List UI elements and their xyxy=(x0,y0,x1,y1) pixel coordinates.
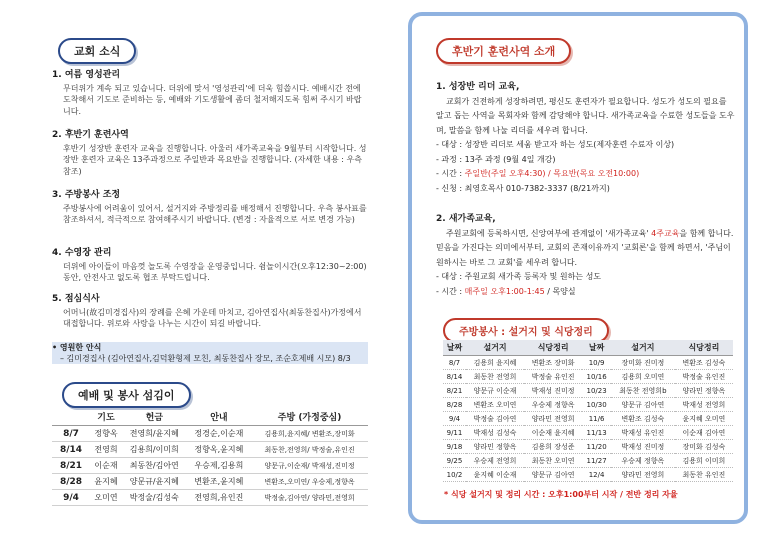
duty-names: 이순재 윤지혜 xyxy=(524,426,582,440)
duty-names: 변환조 김성숙 xyxy=(675,356,733,370)
duty-names: 김용희 오미연 xyxy=(611,370,675,384)
roster-pray: 전영희 xyxy=(90,442,122,458)
duty-names: 김용희 이미희 xyxy=(675,454,733,468)
roster-offer: 박정술/김성숙 xyxy=(122,490,187,506)
news-item-3 xyxy=(52,190,368,226)
roster-pray: 오미연 xyxy=(90,490,122,506)
table-row xyxy=(52,474,368,490)
news-item-title: 2. 후반기 훈련사역 xyxy=(52,130,129,140)
section-target: - 대상 : 성장반 리더로 세움 받고자 하는 성도(제자훈련 수료자 이상) xyxy=(436,140,675,149)
duty-names: 장미화 김성숙 xyxy=(675,440,733,454)
roster-kitchen: 변환조,오미연/ 우승제,정향옥 xyxy=(251,474,368,490)
news-section-title: 교회 소식 xyxy=(58,38,136,64)
duty-date: 10/9 xyxy=(582,356,611,370)
duty-names: 양라민 전영희 xyxy=(524,412,582,426)
memorial-title: • 영원한 안식 xyxy=(52,342,368,353)
news-item-1 xyxy=(52,70,368,117)
body-part: 주원교회에 등록하시면, 신앙여부에 관계없이 '새가족교육' xyxy=(446,228,652,238)
duty-date: 9/11 xyxy=(443,426,466,440)
section-title: 2. 새가족교육, xyxy=(436,214,496,224)
section-time xyxy=(436,285,736,300)
roster-pray: 윤지혜 xyxy=(90,474,122,490)
duty-names: 박재성 유인진 xyxy=(611,426,675,440)
news-item-title: 4. 수영장 관리 xyxy=(52,248,112,258)
duty-names: 박재성 진미정 xyxy=(611,440,675,454)
kitchen-duty-table xyxy=(443,340,733,482)
news-item-5 xyxy=(52,294,368,330)
news-item-body: 어머니(故김미경집사)의 장례를 은혜 가운데 마치고, 김아연집사(최동찬집사)가정에서 대접합니다. 위로와 사랑을 나누는 시간이 되길 바랍니다. xyxy=(63,307,362,328)
column-header: 설거지 xyxy=(611,340,675,356)
duty-date: 8/21 xyxy=(443,384,466,398)
duty-date: 9/4 xyxy=(443,412,466,426)
news-item-title: 1. 여름 영성관리 xyxy=(52,70,121,80)
duty-date: 8/7 xyxy=(443,356,466,370)
roster-guide: 전영희,유인진 xyxy=(187,490,252,506)
news-item-2 xyxy=(52,130,368,177)
time-value: 주일반(주일 오후4:30) / 목요반(목요 오전10:00) xyxy=(464,169,640,178)
news-item-body: 주방봉사에 어려움이 있어서, 설거지와 주방정리를 배정해서 진행합니다. 우측 봉사표를 참조하셔서, 적극적으로 참여해주시기 바랍니다. (변경 : 자율적으로 서로 변경 가능) xyxy=(63,203,367,224)
roster-date: 8/21 xyxy=(52,458,90,474)
time-tail: / 목양실 xyxy=(544,286,576,296)
duty-date: 8/14 xyxy=(443,370,466,384)
duty-names: 양문규 김아연 xyxy=(524,468,582,482)
column-header: 안내 xyxy=(187,408,252,426)
duty-date: 11/20 xyxy=(582,440,611,454)
roster-offer: 최동찬/김아연 xyxy=(122,458,187,474)
table-row xyxy=(443,426,733,440)
training-panel-title: 후반기 훈련사역 소개 xyxy=(436,38,571,64)
duty-names: 최동찬 오미연 xyxy=(524,454,582,468)
duty-date: 12/4 xyxy=(582,468,611,482)
duty-names: 김용희 장성준 xyxy=(524,440,582,454)
column-header: 날짜 xyxy=(582,340,611,356)
section-body xyxy=(436,227,736,271)
roster-kitchen: 양문규,이순재/ 박재성,진미정 xyxy=(251,458,368,474)
table-row xyxy=(52,442,368,458)
duty-date: 9/25 xyxy=(443,454,466,468)
duty-names: 박정술 김아연 xyxy=(466,412,524,426)
roster-kitchen: 최동찬,전영희/ 박정술,유인진 xyxy=(251,442,368,458)
column-header: 식당정리 xyxy=(524,340,582,356)
duty-names: 양라민 전영희 xyxy=(611,468,675,482)
roster-date: 8/28 xyxy=(52,474,90,490)
kitchen-duty-title: 주방봉사 : 설거지 및 식당정리 xyxy=(443,318,609,343)
section-time xyxy=(436,167,736,182)
duty-names: 우승제 전영희 xyxy=(466,454,524,468)
duty-date: 10/30 xyxy=(582,398,611,412)
column-header: 날짜 xyxy=(443,340,466,356)
duty-names: 양문규 김아연 xyxy=(611,398,675,412)
duty-date: 11/6 xyxy=(582,412,611,426)
roster-kitchen: 김용희,윤지혜/ 변환조,장미화 xyxy=(251,426,368,442)
roster-section-title: 예배 및 봉사 섬김이 xyxy=(62,382,191,408)
news-item-body: 후반기 성장반 훈련자 교육을 진행합니다. 아울러 새가족교육을 9월부터 시작합니다. 성장반 훈련자 교육은 13주과정으로 주일반과 목요반을 진행합니다. (자세한 내용 : 우측 참조) xyxy=(63,143,367,176)
duty-names: 박정술 유인진 xyxy=(675,370,733,384)
roster-offer: 양문규/윤지혜 xyxy=(122,474,187,490)
duty-names: 이순재 김아연 xyxy=(675,426,733,440)
table-row xyxy=(443,454,733,468)
duty-names: 박재성 김성숙 xyxy=(466,426,524,440)
roster-kitchen: 박정술,김아연/ 양라민,전영희 xyxy=(251,490,368,506)
column-header: 설거지 xyxy=(466,340,524,356)
duty-names: 변환조 오미연 xyxy=(466,398,524,412)
duty-date: 10/23 xyxy=(582,384,611,398)
duty-names: 장미화 진미정 xyxy=(611,356,675,370)
duty-names: 박재성 진미정 xyxy=(524,384,582,398)
section-target: - 대상 : 주원교회 새가족 등록자 및 원하는 성도 xyxy=(436,272,602,281)
roster-guide: 정경순,이순재 xyxy=(187,426,252,442)
duty-date: 11/27 xyxy=(582,454,611,468)
roster-date: 8/7 xyxy=(52,426,90,442)
column-header xyxy=(52,408,90,426)
duty-names: 우승제 정향옥 xyxy=(611,454,675,468)
table-row xyxy=(443,468,733,482)
body-part: 을 함께 합니다. 믿음을 가진다는 의미에서부터, 교회의 존재이유까지 '교회론'을 함께 하면서, '주님이 원하시는 바로 그 교회'를 세우려 합니다. xyxy=(436,228,734,267)
table-row xyxy=(443,440,733,454)
section-title: 1. 성장반 리더 교육, xyxy=(436,82,520,92)
table-row xyxy=(52,490,368,506)
roster-guide: 정향옥,윤지혜 xyxy=(187,442,252,458)
duty-date: 9/18 xyxy=(443,440,466,454)
time-label: - 시간 : xyxy=(436,169,465,178)
time-label: - 시간 : xyxy=(436,286,465,296)
time-value: 매주일 오후1:00-1:45 xyxy=(464,286,545,296)
leader-training-section xyxy=(436,80,736,196)
table-row xyxy=(443,356,733,370)
table-row xyxy=(443,384,733,398)
section-body: 교회가 건전하게 성장하려면, 평신도 훈련자가 필요합니다. 성도가 성도의 필요를 알고 돕는 사역을 목회자와 함께 감당해야 합니다. 새가족교육을 수료한 성도들을 도우며, 말씀을 함께 나눌 리더를 세우려 합니다. xyxy=(436,96,735,135)
roster-date: 9/4 xyxy=(52,490,90,506)
duty-names: 양라민 정향옥 xyxy=(675,384,733,398)
memorial-notice xyxy=(52,342,368,364)
body-highlight: 4주교육 xyxy=(651,228,680,238)
duty-date: 8/28 xyxy=(443,398,466,412)
news-item-body: 무더위가 계속 되고 있습니다. 더위에 맞서 '영성관리'에 더욱 힘씁시다. 예배시간 전에 도착해서 기도로 준비하는 등, 예배와 기도생활에 좀더 철저해지도록 힘써 주시기 바랍니다. xyxy=(63,83,362,116)
service-roster-table xyxy=(52,408,368,506)
column-header: 기도 xyxy=(90,408,122,426)
duty-names: 최동찬 전영희b xyxy=(611,384,675,398)
roster-offer: 전영희/윤지혜 xyxy=(122,426,187,442)
section-course: - 과정 : 13주 과정 (9월 4일 개강) xyxy=(436,154,556,164)
roster-guide: 변환조,윤지혜 xyxy=(187,474,252,490)
table-row xyxy=(52,458,368,474)
duty-names: 박재성 전영희 xyxy=(675,398,733,412)
duty-names: 김용희 윤지혜 xyxy=(466,356,524,370)
duty-date: 11/13 xyxy=(582,426,611,440)
duty-date: 10/2 xyxy=(443,468,466,482)
news-item-title: 5. 점심식사 xyxy=(52,294,100,304)
news-item-body: 더위에 아이들이 마음껏 놀도록 수영장을 운영중입니다. 쉼놀이시간(오후12:30~2:00)동안, 안전사고 없도록 협조 부탁드립니다. xyxy=(63,261,367,282)
news-item-4 xyxy=(52,248,368,284)
column-header: 주방 (가정중심) xyxy=(251,408,368,426)
duty-names: 변환조 장미화 xyxy=(524,356,582,370)
column-header: 헌금 xyxy=(122,408,187,426)
news-item-title: 3. 주방봉사 조정 xyxy=(52,190,121,200)
duty-date: 10/16 xyxy=(582,370,611,384)
table-header-row xyxy=(52,408,368,426)
memorial-body: – 김미경집사 (김아연집사,김덕환형제 모친, 최동찬집사 장모, 조순호제배 시모) 8/3 xyxy=(52,353,368,364)
roster-date: 8/14 xyxy=(52,442,90,458)
kitchen-duty-footnote: * 식당 설거지 및 정리 시간 : 오후1:00부터 시작 / 전반 정리 자율 xyxy=(444,490,678,499)
roster-pray: 이순재 xyxy=(90,458,122,474)
table-header-row xyxy=(443,340,733,356)
section-apply: - 신청 : 최영호목사 010-7382-3337 (8/21까지) xyxy=(436,183,610,193)
duty-names: 양문규 이순재 xyxy=(466,384,524,398)
table-row xyxy=(443,370,733,384)
duty-names: 양라민 정향옥 xyxy=(466,440,524,454)
roster-guide: 우승제,김용희 xyxy=(187,458,252,474)
table-row xyxy=(443,398,733,412)
duty-names: 최동찬 유인진 xyxy=(675,468,733,482)
table-row xyxy=(52,426,368,442)
roster-offer: 김용희/이미희 xyxy=(122,442,187,458)
duty-names: 최동찬 전영희 xyxy=(466,370,524,384)
newcomer-section xyxy=(436,212,736,299)
duty-names: 윤지혜 이순재 xyxy=(466,468,524,482)
duty-names: 윤지혜 오미연 xyxy=(675,412,733,426)
duty-names: 우승제 정향옥 xyxy=(524,398,582,412)
duty-names: 박정술 유인진 xyxy=(524,370,582,384)
duty-names: 변환조 김성숙 xyxy=(611,412,675,426)
roster-pray: 정향옥 xyxy=(90,426,122,442)
column-header: 식당정리 xyxy=(675,340,733,356)
table-row xyxy=(443,412,733,426)
